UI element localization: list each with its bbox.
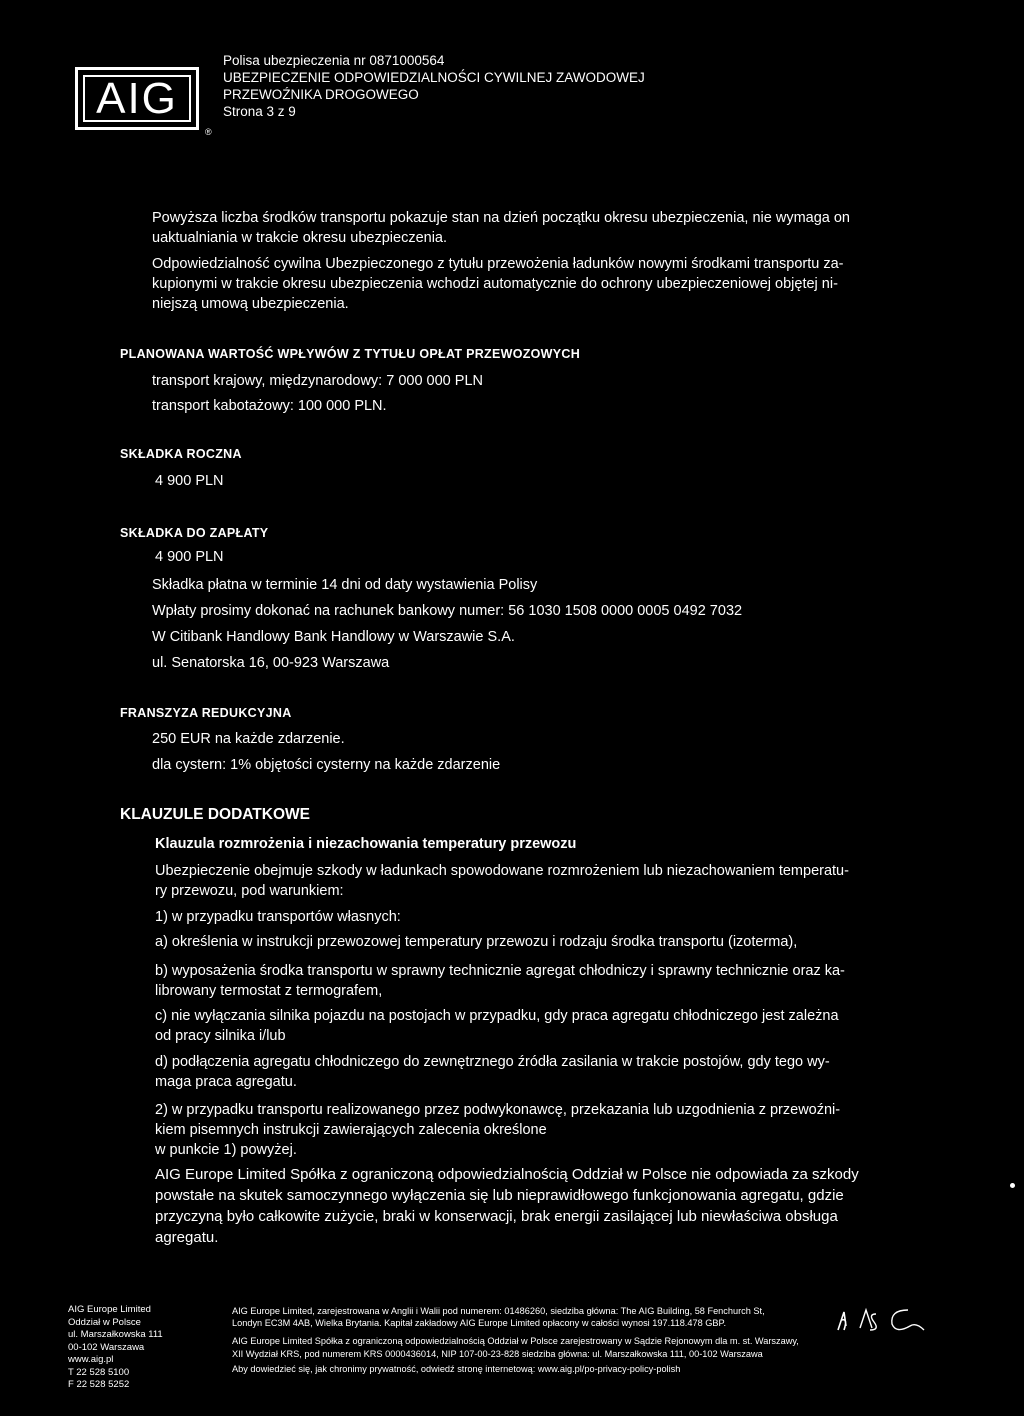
- text-line: kiem pisemnych instrukcji zawierających zalecenia określone: [155, 1122, 547, 1138]
- text-line: ry przewozu, pod warunkiem:: [155, 883, 344, 899]
- text-line: uaktualniania w trakcie okresu ubezpieczenia.: [152, 230, 448, 246]
- text-line: AIG Europe Limited, zarejestrowana w Anglii i Walii pod numerem: 01486260, siedziba główna: The AIG Building, 58 Fenchurch St,: [232, 1306, 765, 1316]
- text-line: librowany termostat z termografem,: [155, 983, 383, 999]
- text-line: AIG Europe Limited Spółka z ograniczoną odpowiedzialnością Oddział w Polsce zarejestrowany w Sądzie Rejonowym dla m. st. Warszawy,: [232, 1336, 799, 1347]
- premium-payable-heading: SKŁADKA DO ZAPŁATY: [120, 526, 269, 540]
- footer-fax: F 22 528 5252: [68, 1379, 130, 1390]
- text-line: c) nie wyłączania silnika pojazdu na postojach w przypadku, gdy praca agregatu chłodniczego jest zależna: [155, 1008, 839, 1024]
- handwritten-signature: [830, 1300, 940, 1340]
- text-line: 2) w przypadku transportu realizowanego przez podwykonawcę, przekazania lub uzgodnienia z przewoźni-: [155, 1102, 841, 1118]
- text-line: od pracy silnika i/lub: [155, 1028, 286, 1044]
- annual-premium-heading: SKŁADKA ROCZNA: [120, 447, 242, 461]
- clause-title: Klauzula rozmrożenia i niezachowania temperatury przewozu: [155, 836, 577, 852]
- text-line: maga praca agregatu.: [155, 1074, 297, 1090]
- insurance-type-line2: PRZEWOŹNIKA DROGOWEGO: [223, 87, 419, 102]
- deductible-tanks: dla cystern: 1% objętości cysterny na każde zdarzenie: [152, 757, 501, 773]
- clause-item-b: [155, 961, 845, 1001]
- clause-exclusion: [155, 1164, 859, 1248]
- footer-website: www.aig.pl: [68, 1354, 114, 1365]
- annual-premium-amount: 4 900 PLN: [155, 473, 224, 489]
- clause-intro: [155, 861, 849, 901]
- clause-subcontractor: [155, 1100, 840, 1160]
- registered-mark: ®: [205, 127, 212, 137]
- text-line: w punkcie 1) powyżej.: [155, 1142, 297, 1158]
- text-line: niejszą umową ubezpieczenia.: [152, 296, 349, 312]
- page-number: Strona 3 z 9: [223, 104, 296, 119]
- text-line: powstałe na skutek samoczynnego wyłączenia się lub nieprawidłowego funkcjonowania agregatu, gdzie: [155, 1187, 844, 1204]
- text-line: agregatu.: [155, 1229, 219, 1246]
- footer-street: ul. Marszałkowska 111: [68, 1329, 163, 1340]
- planned-value-heading: PLANOWANA WARTOŚĆ WPŁYWÓW Z TYTUŁU OPŁAT PRZEWOZOWYCH: [120, 347, 581, 361]
- footer-legal-branch: [232, 1335, 832, 1359]
- bank-account: Wpłaty prosimy dokonać na rachunek bankowy numer: 56 1030 1508 0000 0005 0492 7032: [152, 603, 743, 619]
- footer-branch: Oddział w Polsce: [68, 1316, 141, 1328]
- text-line: Powyższa liczba środków transportu pokazuje stan na dzień początku okresu ubezpieczenia, nie wymaga on: [152, 210, 850, 226]
- text-line: Odpowiedzialność cywilna Ubezpieczonego z tytułu przewożenia ładunków nowymi środkami transportu za-: [152, 256, 844, 272]
- premium-payable-amount: 4 900 PLN: [155, 549, 224, 565]
- intro-paragraph-1: [152, 208, 850, 248]
- text-line: AIG Europe Limited Spółka z ograniczoną odpowiedzialnością Oddział w Polsce nie odpowiada za szkody: [155, 1166, 859, 1183]
- footer-company: AIG Europe Limited: [68, 1304, 151, 1315]
- planned-domestic-international: transport krajowy, międzynarodowy: 7 000 000 PLN: [152, 373, 483, 389]
- footer-phone: T 22 528 5100: [68, 1366, 130, 1378]
- payment-term: Składka płatna w terminie 14 dni od daty wystawienia Polisy: [152, 577, 538, 593]
- document-header: [223, 52, 645, 120]
- text-line: Londyn EC3M 4AB, Wielka Brytania. Kapitał zakładowy AIG Europe Limited opłacony w całości wynosi 197.118.478 GBP.: [232, 1318, 727, 1329]
- clause-item-a: a) określenia w instrukcji przewozowej temperatury przewozu i rodzaju środka transportu (izoterma),: [155, 934, 798, 950]
- footer-city: 00-102 Warszawa: [68, 1341, 145, 1353]
- clause-own-transport: 1) w przypadku transportów własnych:: [155, 909, 401, 925]
- footer-contact: [68, 1304, 163, 1392]
- insurance-type-line1: UBEZPIECZENIE ODPOWIEDZIALNOŚCI CYWILNEJ ZAWODOWEJ: [223, 70, 645, 85]
- text-line: kupionymi w trakcie okresu ubezpieczenia wchodzi automatycznie do ochrony ubezpieczeniowej objętej ni-: [152, 276, 838, 292]
- footer-legal-registration: [232, 1305, 832, 1329]
- text-line: XII Wydział KRS, pod numerem KRS 0000436014, NIP 107-00-23-828 siedziba główna: ul. Marszałkowska 111, 00-102 Warszawa: [232, 1348, 763, 1359]
- clause-item-c: [155, 1006, 839, 1046]
- additional-clauses-heading: KLAUZULE DODATKOWE: [120, 806, 310, 823]
- deductible-heading: FRANSZYZA REDUKCYJNA: [120, 706, 292, 720]
- clause-item-d: [155, 1052, 830, 1092]
- aig-logo-inner-frame: [83, 75, 191, 122]
- footer-legal: [232, 1305, 832, 1381]
- text-line: d) podłączenia agregatu chłodniczego do zewnętrznego źródła zasilania w trakcie postojów, gdy tego wy-: [155, 1054, 830, 1070]
- bank-address: ul. Senatorska 16, 00-923 Warszawa: [152, 655, 390, 671]
- intro-paragraph-2: [152, 254, 844, 314]
- scan-dot: [1010, 1183, 1015, 1188]
- deductible-general: 250 EUR na każde zdarzenie.: [152, 731, 345, 747]
- text-line: przyczyną było całkowite zużycie, braki w konserwacji, brak energii zasilającej lub niewłaściwa obsługa: [155, 1208, 838, 1225]
- aig-logo-text: AIG: [96, 73, 178, 123]
- text-line: b) wyposażenia środka transportu w sprawny technicznie agregat chłodniczy i sprawny technicznie oraz ka-: [155, 963, 845, 979]
- bank-name: W Citibank Handlowy Bank Handlowy w Warszawie S.A.: [152, 629, 515, 645]
- text-line: Ubezpieczenie obejmuje szkody w ładunkach spowodowane rozmrożeniem lub niezachowaniem temperatu-: [155, 863, 849, 879]
- planned-cabotage: transport kabotażowy: 100 000 PLN.: [152, 398, 387, 414]
- policy-number: Polisa ubezpieczenia nr 0871000564: [223, 53, 445, 68]
- aig-logo: [75, 67, 199, 130]
- footer-privacy: Aby dowiedzieć się, jak chronimy prywatność, odwiedź stronę internetową: www.aig.pl/po-privacy-policy-polish: [232, 1363, 681, 1374]
